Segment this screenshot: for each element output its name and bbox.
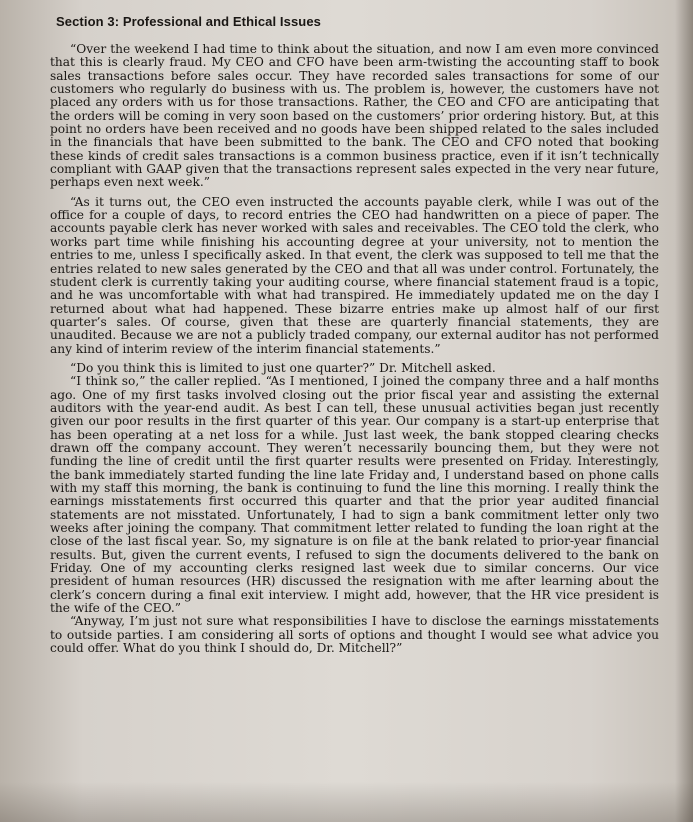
paragraph-4: “I think so,” the caller replied. “As I mentioned, I joined the company three and a half months ago. One of my first tasks involved closing out the prior fiscal year and assisting the external auditors with the year-end audit. As best I can tell, these unusual activities began just recently given our poor results in the first quarter of this year. Our company is a start-up enterprise that has been operating at a net loss for a while. Just last week, the bank stopped clearing checks drawn off the company account. They weren’t necessarily bouncing them, but they were not funding the line of credit until the first quarter results were presented on Friday. Interestingly, the bank immediately started funding the line late Friday and, I understand based on phone calls with my staff this morning, the bank is continuing to fund the line this morning. I really think the earnings misstatements first occurred this quarter and that the prior year audited financial statements are not misstated. Unfortunately, I had to sign a bank commitment letter only two weeks after joining the company. That commitment letter related to funding the loan right at the close of the last fiscal year. So, my signature is on file at the bank related to prior-year financial results. But, given the current events, I refused to sign the documents delivered to the bank on Friday. One of my accounting clerks resigned last week due to similar concerns. Our vice president of human resources (HR) discussed the resignation with me after learning about the clerk’s concern during a final exit interview. I might add, however, that the HR vice president is the wife of the CEO.” [50,374,659,616]
page-bottom-shadow [0,782,693,822]
page-edge-shadow [675,0,693,822]
paragraph-2: “As it turns out, the CEO even instructed the accounts payable clerk, while I was out of the office for a couple of days, to record entries the CEO had handwritten on a piece of paper. The accounts payable clerk has never worked with sales and receivables. The CEO told the clerk, who works part time while finishing his accounting degree at your university, not to mention the entries to me, unless I specifically asked. In that event, the clerk was supposed to tell me that the entries related to new sales generated by the CEO and that all was under control. Fortunately, the student clerk is currently taking your auditing course, where financial statement fraud is a topic, and he was uncomfortable with what had transpired. He immediately updated me on the day I returned about what had happened. These bizarre entries make up almost half of our first quarter’s sales. Of course, given that these are quarterly financial statements, they are unaudited. Because we are not a publicly traded company, our external auditor has not performed any kind of interim review of the interim financial statements.” [50,194,659,356]
paragraph-3: “Do you think this is limited to just one quarter?” Dr. Mitchell asked. [70,360,496,375]
paragraph-1: “Over the weekend I had time to think about the situation, and now I am even more convinced that this is clearly fraud. My CEO and CFO have been arm-twisting the accounting staff to book sales transactions before sales occur. They have recorded sales transactions for some of our customers who regularly do business with us. The problem is, however, the customers have not placed any orders with us for those transactions. Rather, the CEO and CFO are anticipating that the orders will be coming in very soon based on the customers’ prior ordering history. But, at this point no orders have been received and no goods have been shipped related to the sales included in the financials that have been submitted to the bank. The CEO and CFO noted that booking these kinds of credit sales transactions is a common business practice, even if it isn’t technically compliant with GAAP given that the transactions represent sales expected in the very near future, perhaps even next week.” [50,42,659,190]
paragraph-5: “Anyway, I’m just not sure what responsibilities I have to disclose the earnings misstatements to outside parties. I am considering all sorts of options and thought I would see what advice you could offer. What do you think I should do, Dr. Mitchell?” [50,614,659,656]
section-title: Section 3: Professional and Ethical Issues [56,14,322,29]
